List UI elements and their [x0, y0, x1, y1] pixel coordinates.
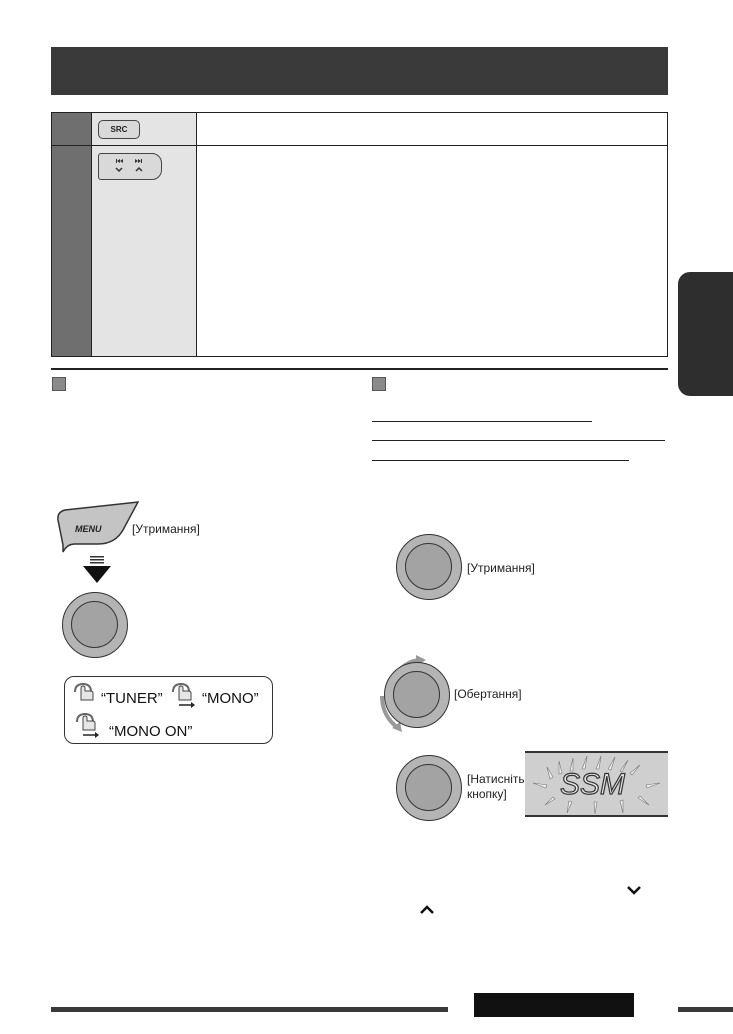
- section-icon-left: [52, 377, 66, 391]
- section-icon-right: [372, 377, 386, 391]
- footer-line-right: [678, 1007, 733, 1012]
- side-tab: [678, 272, 733, 396]
- press-hand-icon-2: [73, 711, 103, 739]
- control-dial-press-center[interactable]: [405, 764, 452, 811]
- footer-page-box: [474, 993, 634, 1017]
- row-divider: [52, 145, 667, 146]
- control-dial-turn[interactable]: [384, 662, 450, 728]
- hold-label-right: [Утримання]: [467, 561, 535, 575]
- ssm-display-text: SSM: [560, 768, 626, 801]
- control-dial-hold[interactable]: [396, 534, 462, 600]
- chevron-down-icon: [626, 884, 642, 896]
- menu-sequence-bubble: [64, 676, 273, 744]
- bubble-tuner: “TUNER”: [101, 690, 163, 707]
- turn-hand-icon: [71, 681, 99, 703]
- press-label-line1: [Натисніть: [467, 772, 525, 786]
- hold-label-left: [Утримання]: [132, 522, 200, 536]
- menu-button[interactable]: [53, 500, 143, 555]
- control-dial-press[interactable]: [396, 755, 462, 821]
- bubble-mono-on: “MONO ON”: [109, 723, 193, 740]
- skip-icons: [99, 154, 161, 179]
- menu-button-label: MENU: [75, 524, 102, 534]
- press-hand-icon: [169, 681, 199, 709]
- underline-3: [372, 460, 629, 461]
- control-dial-hold-center[interactable]: [405, 543, 452, 590]
- icon-column: [91, 113, 197, 356]
- section-divider: [51, 368, 668, 370]
- ssm-display: [525, 751, 668, 817]
- control-dial-left[interactable]: [62, 592, 128, 658]
- control-dial-turn-center[interactable]: [393, 671, 440, 718]
- press-label-line2: кнопку]: [467, 787, 507, 801]
- underline-1: [372, 421, 592, 422]
- down-arrow-icon: [80, 555, 114, 585]
- chevron-up-icon: [419, 904, 435, 916]
- footer-line-left: [51, 1007, 448, 1012]
- control-dial-left-center[interactable]: [71, 601, 118, 648]
- turn-label: [Обертання]: [454, 687, 522, 701]
- controls-table: [51, 112, 668, 357]
- header-bar: [51, 47, 668, 95]
- skip-buttons[interactable]: [98, 153, 162, 180]
- src-button[interactable]: SRC: [98, 120, 140, 139]
- underline-2: [372, 440, 665, 441]
- bubble-mono: “MONO”: [202, 690, 259, 707]
- step-column: [52, 113, 91, 356]
